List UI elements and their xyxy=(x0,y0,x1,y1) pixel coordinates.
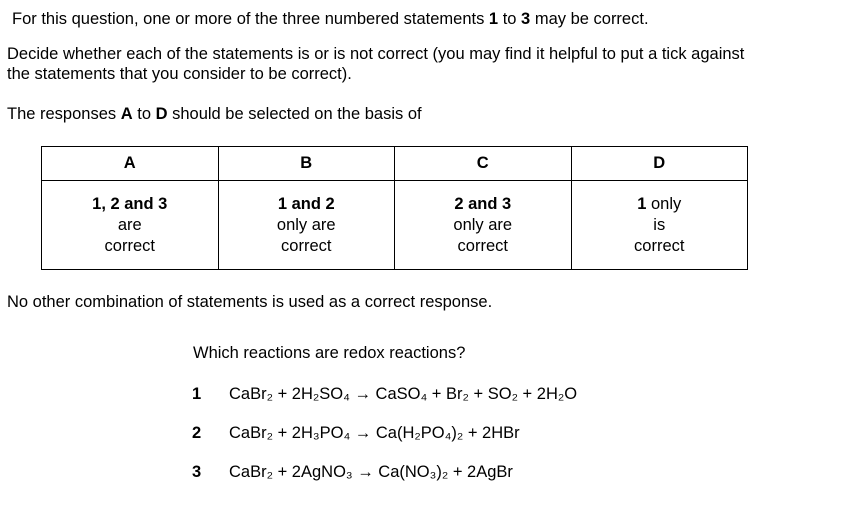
statement-1-equation: CaBr₂ + 2H₂SO₄ → CaSO₄ + Br₂ + SO₂ + 2H₂O xyxy=(229,385,578,403)
response-key-body-row xyxy=(42,181,748,270)
instruction-line-3: the statements that you consider to be correct). xyxy=(7,65,352,83)
cell-b xyxy=(218,181,395,270)
cell-c xyxy=(395,181,572,270)
instruction-line-2: Decide whether each of the statements is or is not correct (you may find it helpful to put a tick against xyxy=(7,45,745,63)
cell-d-text: correct xyxy=(634,236,685,255)
instruction-text: may be correct. xyxy=(530,10,649,28)
statement-2-number: 2 xyxy=(192,424,202,442)
cell-a-text: correct xyxy=(104,236,155,255)
statement-number-1: 1 xyxy=(488,10,499,28)
cell-b-text: correct xyxy=(281,236,332,255)
header-a: A xyxy=(42,147,219,181)
cell-a-text: are xyxy=(117,215,142,234)
note-text: No other combination of statements is used as a correct response. xyxy=(7,293,493,311)
instruction-text: to xyxy=(132,105,156,123)
response-key-header-row xyxy=(42,147,748,181)
cell-d-number: 1 xyxy=(637,194,647,213)
cell-d xyxy=(571,181,748,270)
cell-a-statements: 1, 2 and 3 xyxy=(92,194,168,213)
cell-c-text: only are xyxy=(453,215,513,234)
question-text: Which reactions are redox reactions? xyxy=(193,344,466,362)
statement-number-3: 3 xyxy=(521,10,531,28)
cell-d-text: is xyxy=(653,215,666,234)
cell-d-statements xyxy=(572,194,748,215)
response-key-table xyxy=(41,146,748,270)
header-d: D xyxy=(571,147,748,181)
response-letter-a: A xyxy=(120,105,133,123)
statement-3-number: 3 xyxy=(192,463,202,481)
instruction-line-1 xyxy=(12,9,649,29)
instruction-text: The responses xyxy=(7,105,121,123)
cell-c-text: correct xyxy=(457,236,508,255)
cell-a xyxy=(42,181,219,270)
instruction-text: should be selected on the basis of xyxy=(167,105,422,123)
instruction-text: to xyxy=(498,10,522,28)
cell-b-text: only are xyxy=(276,215,336,234)
statement-2-equation: CaBr₂ + 2H₃PO₄ → Ca(H₂PO₄)₂ + 2HBr xyxy=(229,424,520,442)
cell-b-statements: 1 and 2 xyxy=(277,194,335,213)
instruction-line-4 xyxy=(7,104,422,124)
response-letter-d: D xyxy=(155,105,168,123)
statement-1-number: 1 xyxy=(192,385,202,403)
cell-c-statements: 2 and 3 xyxy=(454,194,512,213)
header-b: B xyxy=(218,147,395,181)
header-c: C xyxy=(395,147,572,181)
instruction-text: For this question, one or more of the three numbered statements xyxy=(12,10,489,28)
cell-d-only: only xyxy=(646,194,682,213)
statement-3-equation: CaBr₂ + 2AgNO₃ → Ca(NO₃)₂ + 2AgBr xyxy=(229,463,513,481)
